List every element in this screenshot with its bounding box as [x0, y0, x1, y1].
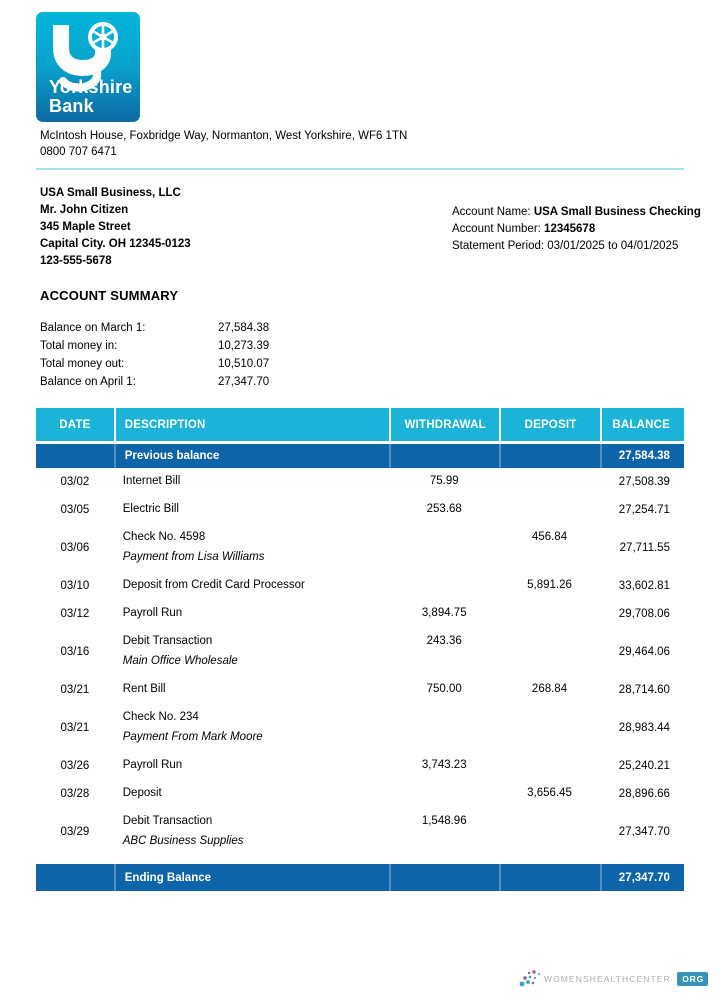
transaction-balance: 28,714.60 [618, 684, 670, 696]
transaction-balance: 27,508.39 [618, 476, 670, 488]
transaction-row [36, 468, 684, 496]
transaction-date: 03/26 [60, 760, 90, 772]
bank-name-line1: Yorkshire [49, 77, 133, 97]
transaction-date: 03/06 [60, 542, 90, 554]
transaction-deposit [499, 496, 599, 524]
yorkshire-bank-logo [36, 12, 140, 122]
transaction-deposit: 268.84 [531, 683, 568, 695]
transaction-description-cell [114, 628, 389, 676]
customer-company: USA Small Business, LLC [40, 187, 181, 199]
transaction-description-cell [114, 496, 389, 524]
previous-balance-row [36, 444, 684, 468]
transaction-date: 03/12 [60, 608, 90, 620]
previous-balance-date-cell [36, 444, 114, 468]
transaction-row [36, 600, 684, 628]
transaction-row [36, 780, 684, 808]
customer-name: Mr. John Citizen [40, 204, 129, 216]
transaction-description: Electric Bill [122, 503, 179, 515]
transaction-row [36, 704, 684, 752]
transaction-date: 03/29 [60, 826, 90, 838]
transaction-deposit [499, 808, 599, 856]
statement-period-label: Statement Period: [452, 240, 548, 252]
summary-label: Balance on March 1: [40, 322, 146, 334]
summary-row [40, 337, 269, 355]
transaction-date: 03/10 [60, 580, 90, 592]
account-summary-title: ACCOUNT SUMMARY [40, 288, 179, 303]
transaction-description-cell [114, 808, 389, 856]
transaction-description-cell [114, 468, 389, 496]
ending-balance-deposit-cell [499, 864, 599, 891]
summary-value: 10,273.39 [218, 340, 270, 352]
transaction-balance: 28,896.66 [618, 788, 670, 800]
account-summary-section [40, 288, 269, 391]
transaction-balance: 29,464.06 [618, 646, 670, 658]
ending-balance-label: Ending Balance [114, 864, 389, 891]
bank-name-line2: Bank [49, 96, 94, 116]
transaction-balance: 29,708.06 [618, 608, 670, 620]
transaction-balance: 33,602.81 [618, 580, 670, 592]
customer-phone: 123-555-5678 [40, 255, 112, 267]
transaction-deposit [499, 628, 599, 676]
transaction-description: Payroll Run [122, 759, 183, 771]
transaction-detail: Payment From Mark Moore [122, 731, 263, 743]
transaction-balance: 27,254.71 [618, 504, 670, 516]
transaction-row [36, 524, 684, 572]
transaction-row [36, 628, 684, 676]
transaction-withdrawal [389, 524, 499, 572]
transaction-date: 03/05 [60, 504, 90, 516]
transaction-deposit [499, 704, 599, 752]
transaction-balance: 27,347.70 [618, 826, 670, 838]
transaction-deposit [499, 752, 599, 780]
watermark-text: WOMENSHEALTHCENTER. [543, 974, 675, 984]
transaction-withdrawal: 253.68 [426, 503, 462, 515]
transaction-description: Deposit [122, 787, 162, 799]
header-description: DESCRIPTION [114, 408, 389, 441]
bank-phone: 0800 707 6471 [40, 146, 117, 158]
transaction-description-cell [114, 752, 389, 780]
transaction-date: 03/02 [60, 476, 90, 488]
transaction-balance: 25,240.21 [618, 760, 670, 772]
transaction-description: Check No. 234 [122, 711, 199, 723]
header-withdrawal: WITHDRAWAL [389, 408, 499, 441]
summary-row [40, 373, 269, 391]
account-info-block [452, 204, 701, 255]
transaction-date: 03/21 [60, 722, 90, 734]
previous-balance-label: Previous balance [114, 444, 389, 468]
customer-street: 345 Maple Street [40, 221, 131, 233]
bank-logo-text [49, 78, 133, 116]
transaction-withdrawal [389, 780, 499, 808]
customer-city: Capital City. OH 12345-0123 [40, 238, 191, 250]
transaction-detail: ABC Business Supplies [122, 835, 244, 847]
transaction-withdrawal: 750.00 [426, 683, 462, 695]
bank-contact-block [40, 128, 407, 160]
statement-period-value: 03/01/2025 to 04/01/2025 [547, 240, 679, 252]
transaction-description-cell [114, 676, 389, 704]
transaction-balance: 28,983.44 [618, 722, 670, 734]
ending-balance-value: 27,347.70 [600, 864, 684, 891]
transaction-detail: Main Office Wholesale [122, 655, 238, 667]
transaction-date: 03/16 [60, 646, 90, 658]
transaction-table [36, 408, 684, 891]
transaction-detail: Payment from Lisa Williams [122, 551, 265, 563]
transaction-withdrawal: 3,743.23 [421, 759, 467, 771]
account-summary-rows [40, 319, 269, 391]
previous-balance-deposit-cell [499, 444, 599, 468]
transaction-withdrawal: 243.36 [426, 635, 462, 647]
customer-address-block [40, 185, 191, 270]
header-divider [36, 168, 684, 170]
transaction-row [36, 676, 684, 704]
account-name-value: USA Small Business Checking [533, 206, 701, 218]
account-name-row [452, 204, 701, 221]
transaction-deposit: 5,891.26 [527, 579, 572, 591]
previous-balance-value: 27,584.38 [600, 444, 684, 468]
header-date: DATE [59, 418, 91, 431]
transaction-row [36, 572, 684, 600]
account-number-row [452, 221, 701, 238]
transaction-rows [36, 468, 684, 856]
transaction-date: 03/21 [60, 684, 90, 696]
summary-value: 27,584.38 [218, 322, 270, 334]
transaction-description-cell [114, 780, 389, 808]
previous-balance-withdrawal-cell [389, 444, 499, 468]
transaction-description: Rent Bill [122, 683, 166, 695]
summary-label: Total money in: [40, 340, 118, 352]
transaction-description-cell [114, 572, 389, 600]
transaction-deposit: 3,656.45 [527, 787, 572, 799]
womenshealthcenter-dots-icon [519, 970, 541, 988]
watermark [519, 970, 708, 988]
bank-address: McIntosh House, Foxbridge Way, Normanton, West Yorkshire, WF6 1TN [40, 130, 408, 142]
transaction-date: 03/28 [60, 788, 90, 800]
transaction-description-cell [114, 600, 389, 628]
watermark-org-badge: ORG [677, 972, 708, 986]
summary-row [40, 355, 269, 373]
transaction-description-cell [114, 704, 389, 752]
summary-label: Total money out: [40, 358, 125, 370]
transaction-withdrawal [389, 572, 499, 600]
transaction-description-cell [114, 524, 389, 572]
transaction-description: Internet Bill [122, 475, 181, 487]
ending-balance-withdrawal-cell [389, 864, 499, 891]
header-deposit: DEPOSIT [499, 408, 599, 441]
transaction-description: Check No. 4598 [122, 531, 206, 543]
transaction-description: Debit Transaction [122, 635, 213, 647]
transaction-deposit: 456.84 [531, 531, 568, 543]
header-balance: BALANCE [600, 408, 684, 441]
transaction-withdrawal: 3,894.75 [421, 607, 467, 619]
transaction-row [36, 752, 684, 780]
account-name-label: Account Name: [452, 206, 534, 218]
ending-balance-row [36, 864, 684, 891]
ending-balance-date-cell [36, 864, 114, 891]
transaction-withdrawal [389, 704, 499, 752]
transaction-deposit [499, 468, 599, 496]
summary-value: 10,510.07 [218, 358, 270, 370]
summary-value: 27,347.70 [218, 376, 270, 388]
statement-period-row [452, 238, 701, 255]
transaction-withdrawal: 75.99 [429, 475, 459, 487]
table-header-row [36, 408, 684, 441]
account-number-label: Account Number: [452, 223, 545, 235]
transaction-withdrawal: 1,548.96 [421, 815, 467, 827]
transaction-row [36, 808, 684, 856]
transaction-balance: 27,711.55 [619, 542, 670, 554]
transaction-description: Deposit from Credit Card Processor [122, 579, 305, 591]
account-number-value: 12345678 [544, 223, 596, 235]
transaction-deposit [499, 600, 599, 628]
summary-label: Balance on April 1: [40, 376, 136, 388]
transaction-description: Payroll Run [122, 607, 183, 619]
transaction-description: Debit Transaction [122, 815, 213, 827]
summary-row [40, 319, 269, 337]
transaction-row [36, 496, 684, 524]
